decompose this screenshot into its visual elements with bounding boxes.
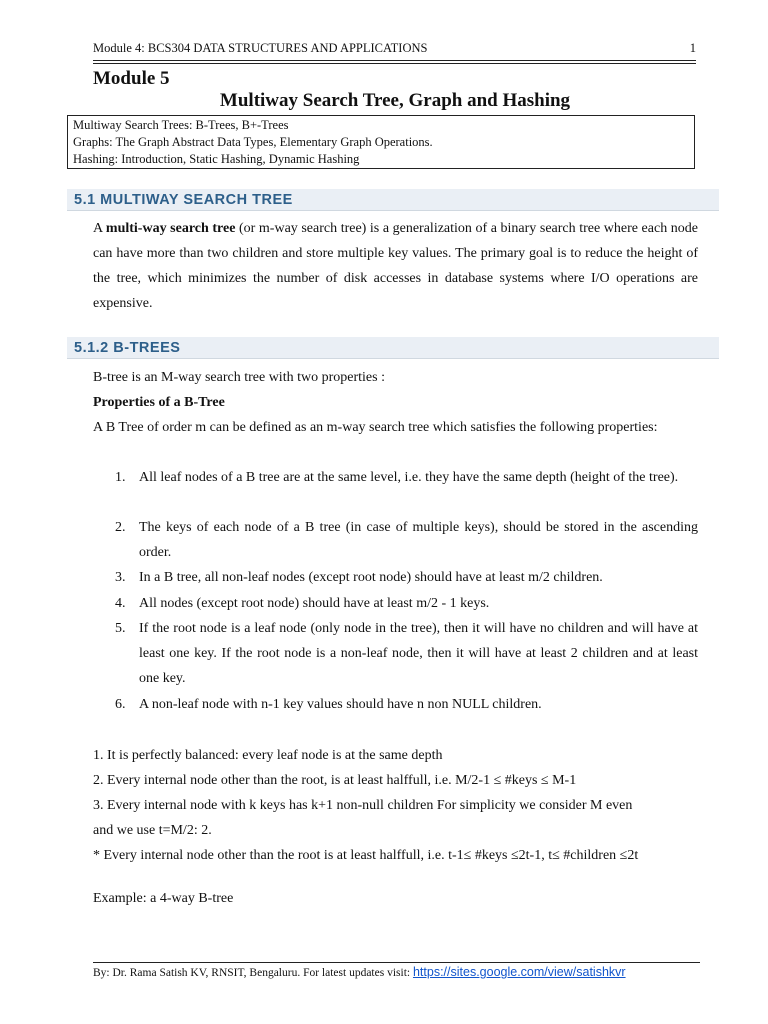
list-text: If the root node is a leaf node (only node in the tree), then it will have no children and will have at least one key. If the root node is a non-leaf node, then it will have at least 2 children and at least one key.	[139, 621, 698, 686]
note-line: * Every internal node other than the root is at least halffull, i.e. t-1≤ #keys ≤2t-1, t≤ #children ≤2t	[93, 848, 639, 863]
list-item	[93, 515, 698, 565]
header-rule	[93, 60, 696, 61]
footer-rule	[93, 962, 700, 963]
header-rule-thin	[93, 63, 696, 64]
list-item	[93, 692, 698, 717]
multiway-paragraph	[93, 216, 698, 316]
page-header	[93, 41, 696, 61]
list-text: A non-leaf node with n-1 key values should have n non NULL children.	[139, 697, 542, 712]
list-text: All nodes (except root node) should have at least m/2 - 1 keys.	[139, 596, 490, 611]
note-line: 2. Every internal node other than the root, is at least halffull, i.e. M/2-1 ≤ #keys ≤ M-1	[93, 773, 577, 788]
para-prefix: A	[93, 221, 106, 236]
properties-heading: Properties of a B-Tree	[93, 395, 225, 410]
section-heading-multiway: 5.1 MULTIWAY SEARCH TREE	[67, 189, 719, 211]
list-item	[93, 616, 698, 691]
list-number: 3.	[115, 570, 126, 585]
list-number: 6.	[115, 697, 126, 712]
list-number: 1.	[115, 470, 126, 485]
term-multiway-search-tree: multi-way search tree	[105, 221, 236, 236]
topic-line: Hashing: Introduction, Static Hashing, Dynamic Hashing	[73, 152, 360, 166]
note-line: 3. Every internal node with k keys has k+1 non-null children For simplicity we consider M even	[93, 798, 633, 813]
module-label: Module 5	[93, 68, 170, 89]
list-text: In a B tree, all non-leaf nodes (except root node) should have at least m/2 children.	[139, 570, 603, 585]
note-line: and we use t=M/2: 2.	[93, 823, 212, 838]
section-heading-btrees: 5.1.2 B-TREES	[67, 337, 719, 359]
page-footer	[93, 965, 626, 979]
footer-text: By: Dr. Rama Satish KV, RNSIT, Bengaluru. For latest updates visit:	[93, 967, 413, 979]
header-title: Module 4: BCS304 DATA STRUCTURES AND APPLICATIONS	[93, 41, 428, 55]
btree-definition: A B Tree of order m can be defined as an m-way search tree which satisfies the following properties:	[93, 420, 658, 435]
list-text: All leaf nodes of a B tree are at the same level, i.e. they have the same depth (height of the tree).	[139, 470, 679, 485]
topic-line: Multiway Search Trees: B-Trees, B+-Trees	[73, 118, 289, 132]
list-number: 2.	[115, 520, 126, 535]
btree-intro: B-tree is an M-way search tree with two properties :	[93, 370, 385, 385]
list-item	[93, 465, 698, 490]
list-item	[93, 591, 698, 616]
example-label: Example: a 4-way B-tree	[93, 891, 234, 906]
list-number: 4.	[115, 596, 126, 611]
note-line: 1. It is perfectly balanced: every leaf node is at the same depth	[93, 748, 443, 763]
topics-box	[67, 115, 695, 169]
module-title: Multiway Search Tree, Graph and Hashing	[219, 90, 571, 111]
footer-link[interactable]: https://sites.google.com/view/satishkvr	[412, 965, 626, 979]
list-text: The keys of each node of a B tree (in case of multiple keys), should be stored in the ascending order.	[139, 520, 698, 560]
page-number: 1	[689, 41, 696, 55]
topic-line: Graphs: The Graph Abstract Data Types, Elementary Graph Operations.	[73, 135, 433, 149]
para-rest: (or m-way search tree) is a generalization of a binary search tree where each node can have more than two children and store multiple key values. The primary goal is to reduce the height of the tree, which minimizes the number of disk accesses in database systems where I/O operations are expensive.	[93, 221, 698, 311]
list-item	[93, 565, 698, 590]
list-number: 5.	[115, 621, 126, 636]
